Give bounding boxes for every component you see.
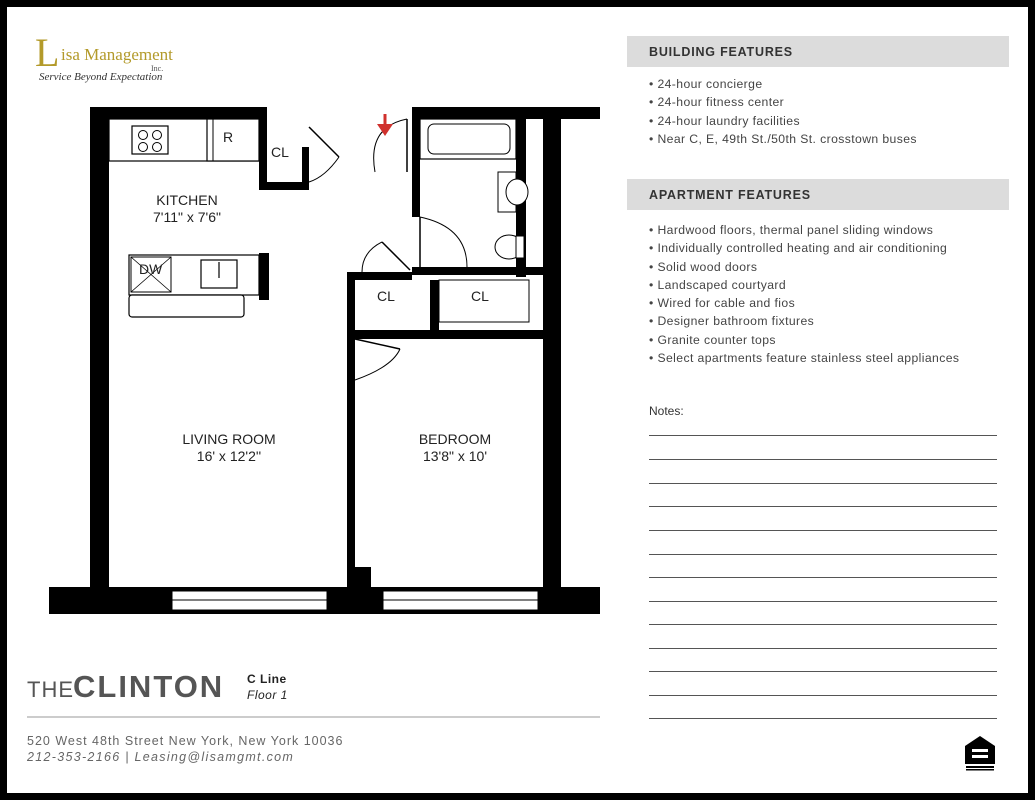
floor-label: Floor 1 (247, 688, 288, 702)
closet-label-kitchen: CL (271, 144, 289, 160)
list-item: • Designer bathroom fixtures (649, 314, 815, 329)
lisa-management-logo (31, 31, 181, 91)
wall-right (543, 107, 561, 592)
kitchen-name: KITCHEN (156, 192, 218, 208)
wall-left (90, 107, 109, 592)
apartment-features-list (649, 221, 959, 367)
logo-inc: Inc. (151, 64, 164, 73)
note-line (649, 671, 997, 672)
floorplan-sheet (7, 7, 1028, 793)
bedroom-name: BEDROOM (418, 431, 492, 447)
note-line (649, 695, 997, 696)
stove (132, 126, 168, 154)
list-item: • Solid wood doors (649, 259, 758, 274)
apartment-features-title: APARTMENT FEATURES (649, 188, 811, 202)
building-title-prefix: THE (27, 677, 74, 702)
note-line (649, 530, 997, 531)
notes-label: Notes: (649, 404, 684, 418)
note-line (649, 506, 997, 507)
equal-housing-icon (963, 734, 997, 772)
kitchen-island (129, 295, 244, 317)
dishwasher-label: DW (139, 261, 163, 277)
bedroom-dims: 13'8" x 10' (422, 448, 488, 464)
wall-top-left (90, 107, 262, 119)
living-room-name: LIVING ROOM (182, 431, 276, 447)
living-room-label (169, 431, 289, 465)
list-item: • Wired for cable and fios (649, 296, 796, 311)
note-line (649, 718, 997, 719)
building-features-header (627, 36, 1009, 67)
building-address: 520 West 48th Street New York, New York 10036 (27, 734, 344, 748)
refrigerator-label: R (223, 129, 234, 145)
note-line (649, 554, 997, 555)
logo-name: isa Management (61, 45, 173, 64)
note-line (649, 601, 997, 602)
bedroom-label (395, 431, 515, 465)
note-line (649, 648, 997, 649)
floor-plan-drawing (7, 102, 607, 622)
building-features-title: BUILDING FEATURES (649, 45, 793, 59)
kitchen-dims: 7'11" x 7'6" (153, 209, 221, 225)
list-item: • 24-hour fitness center (649, 95, 785, 110)
entry-arrow-icon (377, 114, 393, 136)
kitchen-label (127, 192, 247, 226)
note-line (649, 577, 997, 578)
closet-label-middle: CL (377, 288, 395, 304)
note-line (649, 624, 997, 625)
note-line (649, 483, 997, 484)
list-item: • Granite counter tops (649, 332, 776, 347)
list-item: • Landscaped courtyard (649, 277, 787, 292)
building-features-list (649, 75, 917, 148)
wall-top-right (412, 107, 600, 119)
note-line (649, 459, 997, 460)
contact-info: 212-353-2166 | Leasing@lisamgmt.com (27, 750, 295, 764)
apartment-features-header (627, 179, 1009, 210)
logo-mark: L (35, 30, 60, 75)
list-item: • 24-hour concierge (649, 77, 763, 91)
list-item: • Individually controlled heating and air conditioning (649, 241, 948, 256)
living-room-dims: 16' x 12'2'' (196, 448, 262, 464)
list-item: • 24-hour laundry facilities (649, 113, 800, 128)
list-item: • Hardwood floors, thermal panel sliding windows (649, 223, 934, 237)
note-line (649, 435, 997, 436)
line-label: C Line (247, 672, 287, 686)
title-divider (27, 716, 600, 718)
list-item: • Select apartments feature stainless steel appliances (649, 351, 960, 366)
building-title: CLINTON (73, 669, 225, 704)
list-item: • Near C, E, 49th St./50th St. crosstown buses (649, 131, 917, 146)
logo-tagline: Service Beyond Expectation (39, 71, 163, 83)
closet-label-right: CL (471, 288, 489, 304)
